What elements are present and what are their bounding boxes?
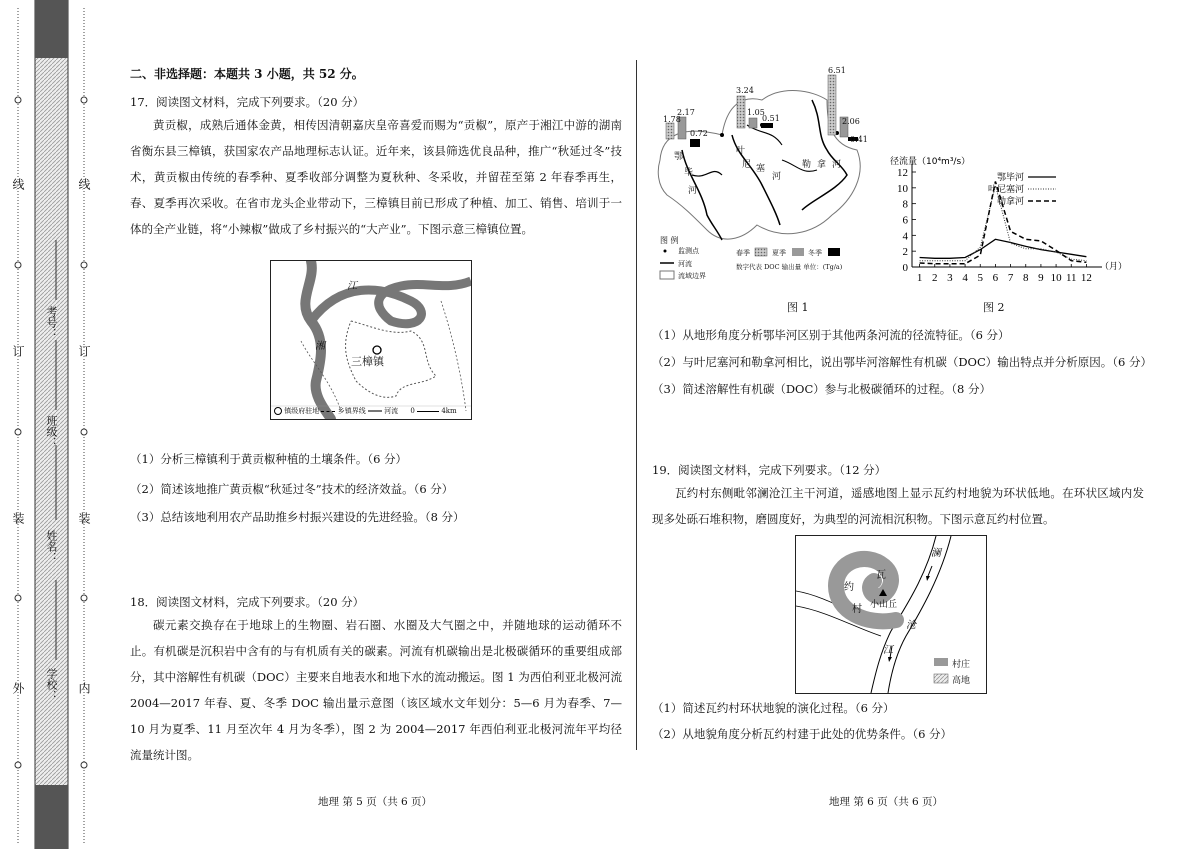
school-label: 学校： [45,668,58,701]
q17-text: 黄贡椒，成熟后通体金黄，相传因清朝嘉庆皇帝喜爱而赐为“贡椒”，原产于湘江中游的湖南省衡东县三樟镇，获国家农产品地理标志认证。近年来，该县筛选优良品种，推广“秋延过冬”技术，黄贡椒由传统的春季种、夏季收部分调整为夏秋种、冬采收，并留茬至第 2 年春季再生，春、夏季再次采收。在省市龙头企业带动下，三樟镇目前已形成了种植、加工、销售、培训于一体的全产业链，将“小辣椒”做成了乡村振兴的“大产业”。下图示意三樟镇位置。 [130,118,622,236]
lena-summer-value: 2.06 [842,117,860,126]
class-label: 班级： [45,415,58,448]
x-tick-label: 2 [932,272,938,284]
x-tick-label: 5 [977,272,983,284]
legend-winter: 冬季 [808,249,822,257]
map-label-town: 三樟镇 [351,355,384,368]
binding-mark: 线 [77,178,91,190]
binding-mark: 装 [77,512,91,524]
q18-title: 18．阅读图文材料，完成下列要求。（20 分） [130,595,365,609]
santang-map [270,260,472,420]
binding-mark: 订 [11,345,25,357]
x-tick-label: 9 [1038,272,1044,284]
y-tick-label: 10 [897,182,908,195]
lan-char: 江 [883,645,893,656]
ebi-char: 鄂 [674,152,684,162]
exam-no-label: 考号： [45,306,58,339]
village-char: 约 [844,582,854,593]
x-tick-label: 8 [1023,272,1029,284]
ebi-spring-value: 1.78 [663,115,681,124]
legend-basin: 流域边界 [678,272,706,280]
q18-question-2: （2）与叶尼塞河和勒拿河相比，说出鄂毕河溶解性有机碳（DOC）输出特点并分析原因。（6 分） [652,355,1152,369]
wayue-map [795,535,987,694]
x-tick-label: 7 [1007,272,1014,284]
left-footer: 地理 第 5 页（共 6 页） [318,796,433,808]
yenisei-char: 叶 [736,146,746,156]
yenisei-summer-value: 1.05 [747,108,765,117]
name-label: 姓名： [45,530,58,563]
y-tick-label: 6 [902,214,908,227]
lena-spring-value: 6.51 [828,66,846,75]
legend-highland: 高地 [952,676,971,686]
legend-spring: 春季 [736,249,750,257]
lena-winter-value: 0.41 [850,135,868,144]
x-tick-label: 10 [1050,272,1062,284]
ebi-summer-value: 2.17 [677,108,695,117]
q19-text: 瓦约村东侧毗邻澜沧江主干河道，遥感地图上显示瓦约村地貌为环状低地。在环状区域内发现多处砾石堆积物，磨圆度好，为典型的河流相沉积物。下图示意瓦约村位置。 [652,486,1144,526]
yenisei-winter-value: 0.51 [762,114,780,123]
binding-mark: 装 [11,512,25,524]
y-tick-label: 8 [902,198,908,211]
legend-entry: 鄂毕河 [996,173,1024,183]
x-tick-label: 11 [1065,272,1077,284]
q17-question-1: （1）分析三樟镇利于黄贡椒种植的土壤条件。（6 分） [130,452,408,466]
hill-label: 小山丘 [870,600,898,610]
fig2-runoff-chart [872,152,1134,292]
yenisei-char: 河 [772,172,782,182]
page-divider [636,60,637,750]
map-label-xiang: 湘 [315,341,325,352]
q19-question-2: （2）从地貌角度分析瓦约村建于此处的优势条件。（6 分） [652,727,953,741]
q18-question-3: （3）简述溶解性有机碳（DOC）参与北极碳循环的过程。（8 分） [652,382,991,396]
x-axis-label: （月） [1100,262,1128,272]
legend-summer: 夏季 [772,249,786,257]
yenisei-spring-value: 3.24 [736,86,754,95]
lena-char: 河 [832,160,842,170]
legend-river: 河流 [678,260,692,268]
q19-question-1: （1）简述瓦约村环状地貌的演化过程。（6 分） [652,701,895,715]
binding-mark: 内 [77,682,91,694]
legend-station: 监测点 [678,247,699,255]
river-icon [368,410,382,412]
village-char: 瓦 [876,570,886,581]
q17-question-2: （2）简述该地推广黄贡椒“秋延过冬”技术的经济效益。（6 分） [130,482,454,496]
x-tick-label: 3 [947,272,953,284]
section-title: 二、非选择题：本题共 3 小题，共 52 分。 [130,67,364,81]
fig1-caption: 图 1 [787,301,809,314]
scale-zero: 0 [410,407,415,415]
yenisei-char: 尼 [742,160,752,170]
map-label-jiang: 江 [347,281,357,292]
ebi-winter-value: 0.72 [690,129,708,138]
legend-entry: 叶尼塞河 [987,185,1024,195]
q18-paragraph [130,612,622,768]
x-tick-label: 4 [962,272,968,284]
q18-question-1: （1）从地形角度分析鄂毕河区别于其他两条河流的径流特征。（6 分） [652,328,1010,342]
fig1-doc-map [652,65,872,290]
x-tick-label: 12 [1080,272,1092,284]
q17-paragraph [130,112,622,242]
binding-mark: 线 [11,178,25,190]
right-footer: 地理 第 6 页（共 6 页） [829,796,944,808]
q19-paragraph [652,480,1144,532]
boundary-icon [321,411,335,412]
lan-char: 沧 [906,620,916,631]
fig1-legend-title: 图 例 [660,236,679,245]
y-tick-label: 12 [897,167,908,179]
y-tick-label: 2 [902,246,908,259]
lan-char: 澜 [931,548,941,559]
y-tick-label: 4 [902,230,908,243]
legend-seat: 镇级府驻地 [284,407,320,415]
q18-text: 碳元素交换存在于地球上的生物圈、岩石圈、水圈及大气圈之中，并随地球的运动循环不止。有机碳是沉积岩中含有的与有机质有关的碳素。河流有机碳输出是北极碳循环的重要组成部分，其中溶解性有机碳（DOC）主要来自地表水和地下水的流动搬运。图 1 为西伯利亚北极河流 2004—2017 年春、夏、冬季 DOC 输出量示意图（该区域水文年划分：5—6 月为春季、7—10 月为夏季、11 月至次年 4 月为冬季），图 2 为 2004—2017 年西伯利亚北极河流年平均径流量统计图。 [130,618,622,762]
binding-strip [0,0,104,849]
x-tick-label: 6 [992,272,999,284]
q17-title: 17．阅读图文材料，完成下列要求。（20 分） [130,95,365,109]
x-tick-label: 1 [916,272,923,284]
lena-char: 勒 [802,160,812,170]
ebi-char: 河 [688,186,698,196]
scale-dist: 4km [441,407,457,415]
scale-bar [417,411,439,412]
seat-icon [274,407,282,415]
legend-note: 数字代表 DOC 输出量 单位：(Tg/a) [736,263,843,271]
ebi-char: 毕 [684,168,694,178]
q17-question-3: （3）总结该地利用农产品助推乡村振兴建设的先进经验。（8 分） [130,510,465,524]
y-tick-label: 0 [902,262,908,274]
legend-entry: 勒拿河 [996,197,1024,207]
lena-char: 拿 [817,160,827,170]
q19-title: 19．阅读图文材料，完成下列要求。（12 分） [652,463,887,477]
fig2-caption: 图 2 [983,301,1005,314]
legend-river: 河流 [384,407,399,415]
village-char: 村 [852,604,862,615]
binding-mark: 外 [11,682,25,694]
legend-village: 村庄 [952,660,971,670]
series-line [920,239,1087,258]
map-legend [274,406,471,418]
binding-mark: 订 [77,345,91,357]
legend-boundary: 乡镇界线 [337,407,366,415]
runoff-chart-svg [872,152,1134,292]
yenisei-char: 塞 [756,164,766,174]
y-axis-label: 径流量（10⁴m³/s） [890,157,971,167]
